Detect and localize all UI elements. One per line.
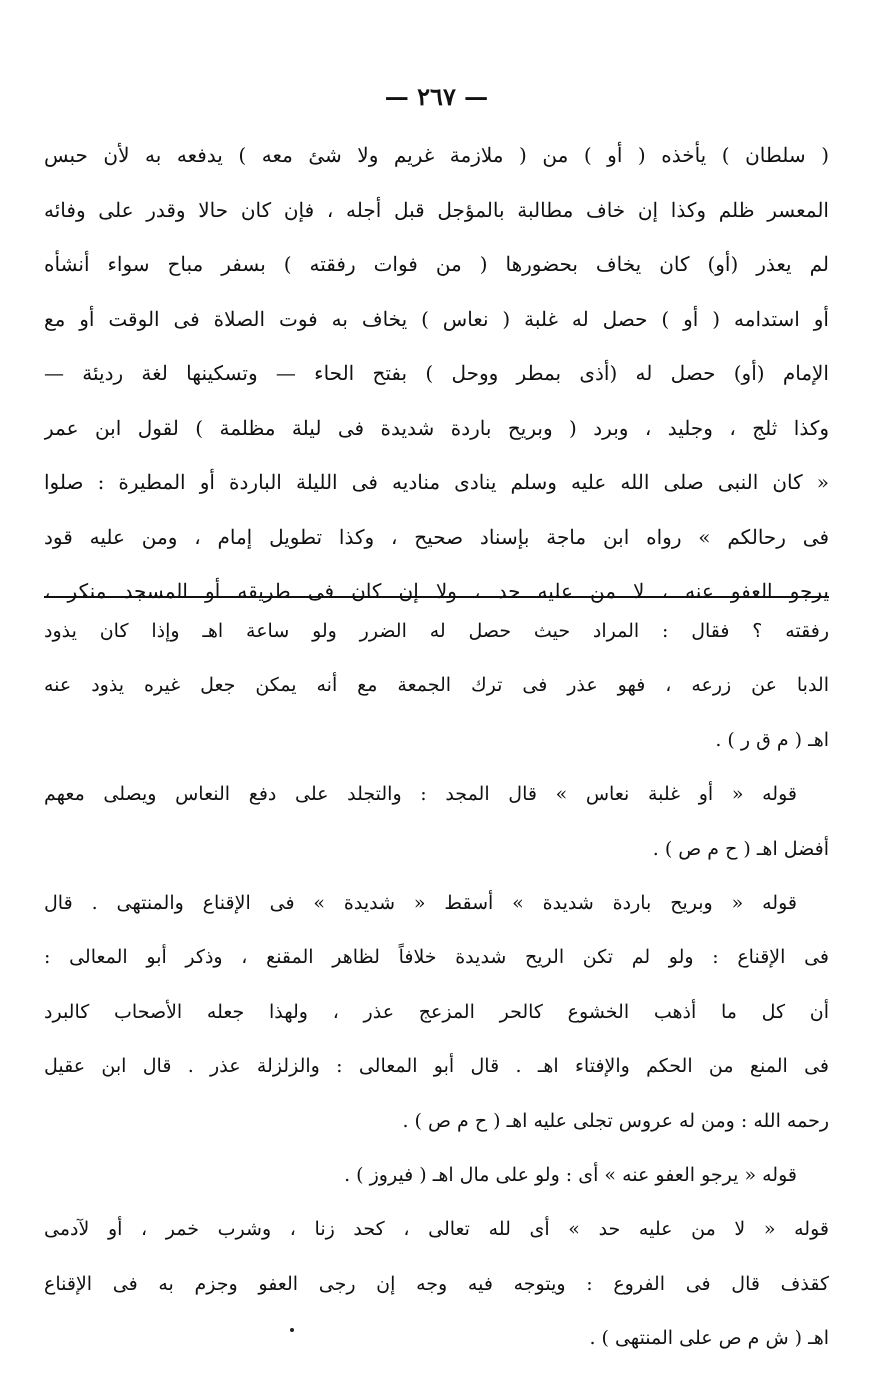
footnote-line: قوله « أو غلبة نعاس » قال المجد : والتجلد على دفع النعاس ويصلى معهم	[44, 783, 797, 806]
footnote-line: قوله « وبريح باردة شديدة » أسقط « شديدة » فى الإقناع والمنتهى . قال	[44, 891, 797, 914]
footnote-line: اهـ ( ش م ص على المنتهى ) .	[589, 1327, 829, 1350]
main-line: المعسر ظلم وكذا إن خاف مطالبة بالمؤجل قبل أجله ، فإن كان حالا وقدر على وفائه	[44, 197, 829, 222]
main-line: يرجو العفو عنه ، لا من عليه حد ، ولا إن كان فى طريقه أو المسجد منكر ،	[44, 579, 829, 603]
footnote-line: اهـ ( م ق ر ) .	[715, 728, 829, 751]
footnote-line: قوله « يرجو العفو عنه » أى : ولو على مال اهـ ( فيروز ) .	[344, 1163, 797, 1186]
footnote-line: الدبا عن زرعه ، فهو عذر فى ترك الجمعة مع أنه يمكن جعل غيره يذود عنه	[44, 674, 829, 697]
main-line: ( سلطان ) يأخذه ( أو ) من ( ملازمة غريم ولا شئ معه ) يدفعه به لأن حبس	[44, 143, 829, 167]
main-line: أو استدامه ( أو ) حصل له غلبة ( نعاس ) يخاف به فوت الصلاة فى الوقت أو مع	[44, 306, 829, 331]
page-number: — ٢٦٧ —	[384, 82, 489, 111]
footnote-line: رفقته ؟ فقال : المراد حيث حصل له الضرر ولو ساعة اهـ وإذا كان يذود	[44, 620, 829, 642]
footnote-line: فى الإقناع : ولو لم تكن الريح شديدة خلافاً لظاهر المقنع ، وذكر أبو المعالى :	[44, 946, 829, 969]
footnote-line: رحمه الله : ومن له عروس تجلى عليه اهـ ( ح م ص ) .	[402, 1109, 829, 1132]
footnote-line: قوله « لا من عليه حد » أى لله تعالى ، كحد زنا ، وشرب خمر ، أو لآدمى	[44, 1218, 829, 1241]
footnote-line: أن كل ما أذهب الخشوع كالحر المزعج عذر ، ولهذا جعله الأصحاب كالبرد	[44, 1000, 829, 1023]
footnote-divider	[44, 596, 829, 598]
footnote-line: كقذف قال فى الفروع : ويتوجه فيه وجه إن رجى العفو وجزم به فى الإقناع	[44, 1272, 829, 1295]
footnote-line: فى المنع من الحكم والإفتاء اهـ . قال أبو المعالى : والزلزلة عذر . قال ابن عقيل	[44, 1055, 829, 1078]
main-line: فى رحالكم » رواه ابن ماجة بإسناد صحيح ، وكذا تطويل إمام ، ومن عليه قود	[44, 524, 829, 549]
main-line: وكذا ثلج ، وجليد ، وبرد ( وبريح باردة شديدة فى ليلة مظلمة ) لقول ابن عمر	[44, 415, 829, 440]
main-line: « كان النبى صلى الله عليه وسلم ينادى مناديه فى الليلة الباردة أو المطيرة : صلوا	[44, 470, 829, 494]
main-line: لم يعذر (أو) كان يخاف بحضورها ( من فوات رفقته ) بسفر مباح سواء أنشأه	[44, 252, 829, 276]
footnote-line: أفضل اهـ ( ح م ص ) .	[652, 837, 829, 860]
main-text	[44, 128, 829, 619]
footnotes	[44, 604, 829, 1365]
main-line: الإمام (أو) حصل له (أذى بمطر ووحل ) بفتح الحاء — وتسكينها لغة رديئة —	[44, 361, 829, 385]
ink-dot	[290, 1328, 294, 1332]
